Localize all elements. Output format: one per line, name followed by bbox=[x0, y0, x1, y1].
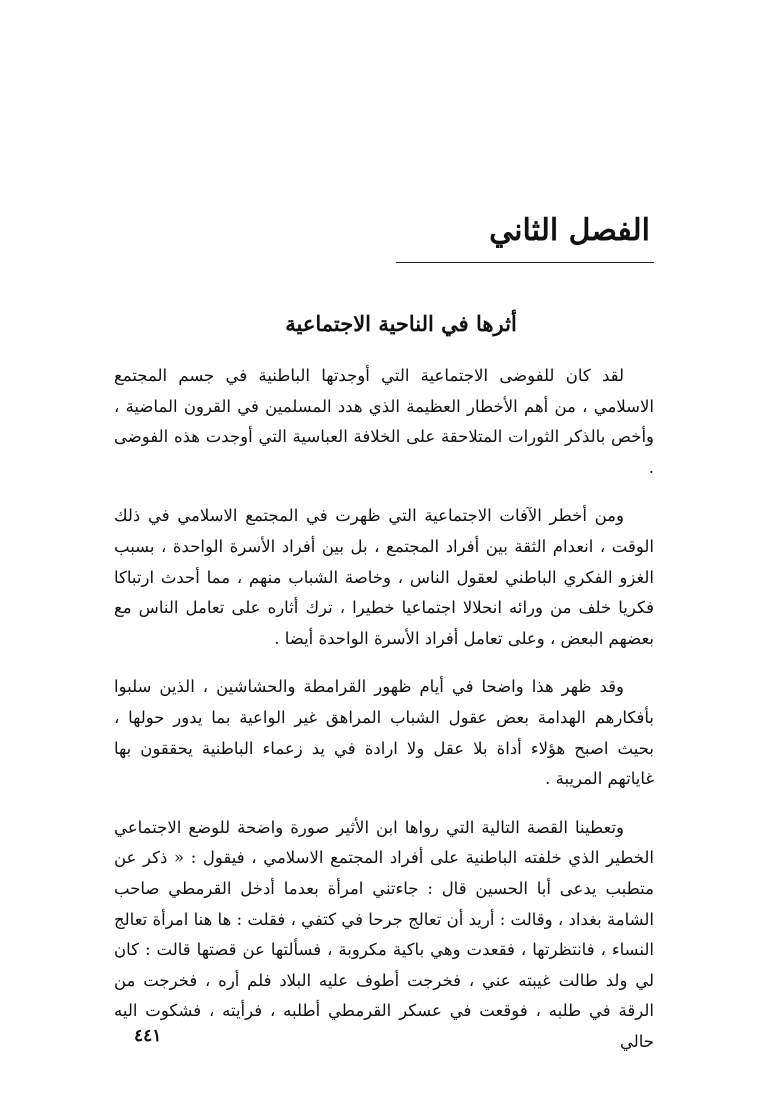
body-text bbox=[114, 361, 654, 1057]
section-title: أثرها في الناحية الاجتماعية bbox=[285, 311, 517, 336]
paragraph-2: ومن أخطر الآفات الاجتماعية التي ظهرت في المجتمع الاسلامي في ذلك الوقت ، انعدام الثقة بين أفراد المجتمع ، بل بين أفراد الأسرة الواحدة ، بسبب الغزو الفكري الباطني لعقول الناس ، وخاصة الشباب منهم ، مما أحدث ارتباكا فكريا خلف من ورائه انحلالا اجتماعيا خطيرا ، ترك أثاره على تعامل الناس مع بعضهم البعض ، وعلى تعامل أفراد الأسرة الواحدة أيضا . bbox=[114, 506, 654, 648]
paragraph-4: وتعطينا القصة التالية التي رواها ابن الأثير صورة واضحة للوضع الاجتماعي الخطير الذي خلفته الباطنية على أفراد المجتمع الاسلامي ، فيقول : « ذكر عن متطبب يدعى أبا الحسين قال : جاءتني امرأة بعدما أدخل القرمطي صاحب الشامة بغداد ، وقالت : أريد أن تعالج جرحا في كتفي ، فقلت : ها هنا امرأة تعالج النساء ، فانتظرتها ، فقعدت وهي باكية مكروبة ، فسألتها عن قصتها قالت : كان لي ولد طالت غيبته عني ، فخرجت أطوف عليه البلاد فلم أره ، فخرجت من الرقة في طلبه ، فوقعت في عسكر القرمطي أطلبه ، فرأيته ، فشكوت اليه حالي bbox=[114, 817, 654, 1051]
page-number: ٤٤١ bbox=[134, 1026, 162, 1046]
paragraph-3: وقد ظهر هذا واضحا في أيام ظهور القرامطة والحشاشين ، الذين سلبوا بأفكارهم الهدامة بعض عقول الشباب المراهق غير الواعية بما يدور حولها ، بحيث اصبح هؤلاء أداة بلا عقل ولا ارادة في يد زعماء الباطنية يحققون بها غاياتهم المريبة . bbox=[114, 677, 654, 789]
chapter-title: الفصل الثاني bbox=[489, 213, 650, 248]
chapter-title-underline bbox=[396, 262, 654, 263]
paragraph-1: لقد كان للفوضى الاجتماعية التي أوجدتها الباطنية في جسم المجتمع الاسلامي ، من أهم الأخطار العظيمة الذي هدد المسلمين في القرون الماضية ، وأخص بالذكر الثورات المتلاحقة على الخلافة العباسية التي أوجدت هذه الفوضى . bbox=[114, 366, 654, 477]
